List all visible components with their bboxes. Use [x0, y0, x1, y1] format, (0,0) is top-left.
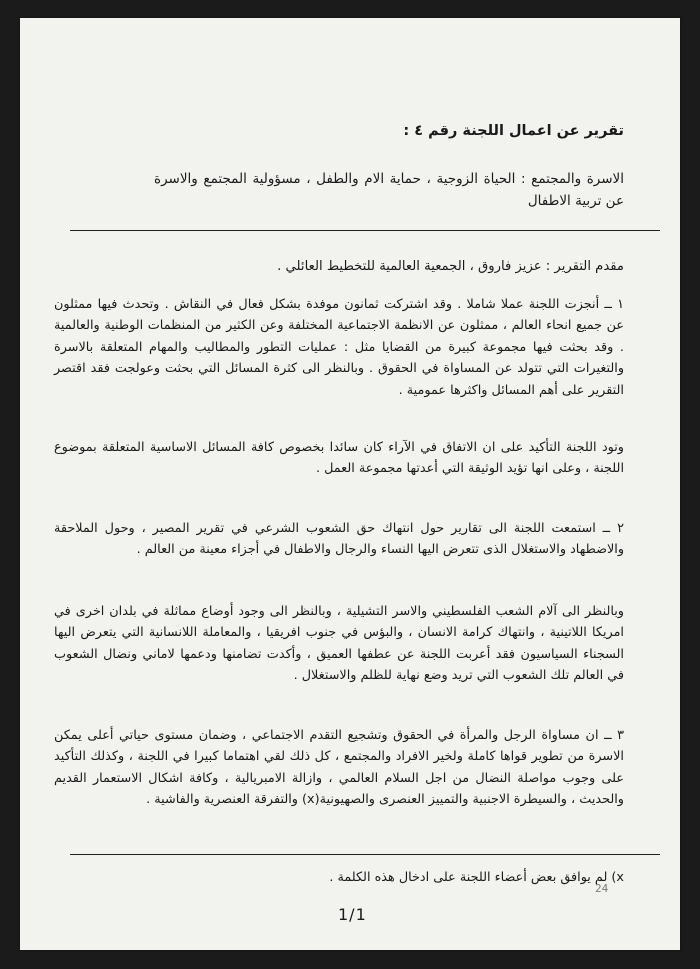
page-number: 1/1 — [338, 905, 367, 924]
footnote-divider — [70, 854, 660, 855]
paragraph-2: وتود اللجنة التأكيد على ان الاتفاق في الآراء كان سائدا بخصوص كافة المسائل الاساسية المتعلقة بموضوع اللجنة ، وعلى انها تؤيد الوثيقة التي أعدتها مجموعة العمل . — [54, 440, 624, 477]
report-topic: الاسرة والمجتمع : الحياة الزوجية ، حماية الام والطفل ، مسؤولية المجتمع والاسرة عن تربية الاطفال — [154, 171, 624, 209]
paragraph-5: ٣ ــ ان مساواة الرجل والمرأة في الحقوق وتشجيع التقدم الاجتماعي ، وضمان مستوى حياتي أعلى يمكن الاسرة من تطوير قواها كاملة ولخير الافراد والمجتمع ، كل ذلك لقي اهتماما كبيرا في اللجنة ، وكذلك التأكيد على وجوب مواصلة النضال من اجل السلام العالمي ، وازالة الامبريالية ، وكافة اشكال الاستعمار القديم والحديث ، والسيطرة الاجنبية والتمييز العنصرى والصهيونية(x) والتفرقة العنصرية والفاشية . — [54, 728, 624, 808]
document-page — [20, 18, 680, 950]
corner-handwritten-mark: 24 — [595, 882, 609, 895]
report-presenter: مقدم التقرير : عزيز فاروق ، الجمعية العالمية للتخطيط العائلي . — [277, 259, 624, 274]
paragraph-1: ١ ــ أنجزت اللجنة عملا شاملا . وقد اشتركت ثمانون موفدة بشكل فعال في النقاش . وتحدث فيها ممثلون عن جميع انحاء العالم ، ممثلون عن الانظمة الاجتماعية المختلفة وعن الكثير من المنظمات الوطنية والعالمية . وقد بحثت فيها مجموعة كبيرة من القضايا مثل : عمليات التطور والمطاليب والمهام المتعلقة بالاسرة والتغيرات التي تتولد عن المساواة في الحقوق . وبالنظر الى كثرة المسائل التي بحثت وعولجت فقد اقتصر التقرير على أهم المسائل واكثرها عمومية . — [54, 297, 624, 398]
report-title: تقرير عن اعمال اللجنة رقم ٤ : — [403, 123, 624, 139]
paragraph-4: وبالنظر الى آلام الشعب الفلسطيني والاسر التشيلية ، وبالنظر الى وجود أوضاع مماثلة في بلدان اخرى في امريكا اللاتينية ، وانتهاك كرامة الانسان ، والبؤس في جنوب افريقيا ، والمعاملة اللانسانية التي يتعرض اليها السجناء السياسيون فقد أعربت اللجنة عن عطفها العميق ، وأكدت تضامنها ودعمها لاماني ونضال الشعوب في العالم تلك الشعوب التي تريد وضع نهاية للظلم والاستغلال . — [54, 604, 624, 684]
paragraph-3: ٢ ــ استمعت اللجنة الى تقارير حول انتهاك حق الشعوب الشرعي في تقرير المصير ، وحول الملاحقة والاضطهاد والاستغلال الذى تتعرض اليها النساء والرجال والاطفال في أجزاء معينة من العالم . — [54, 521, 624, 558]
document-body — [20, 18, 680, 950]
footnote: x) لم يوافق بعض أعضاء اللجنة على ادخال هذه الكلمة . — [329, 870, 624, 885]
top-divider — [70, 230, 660, 231]
